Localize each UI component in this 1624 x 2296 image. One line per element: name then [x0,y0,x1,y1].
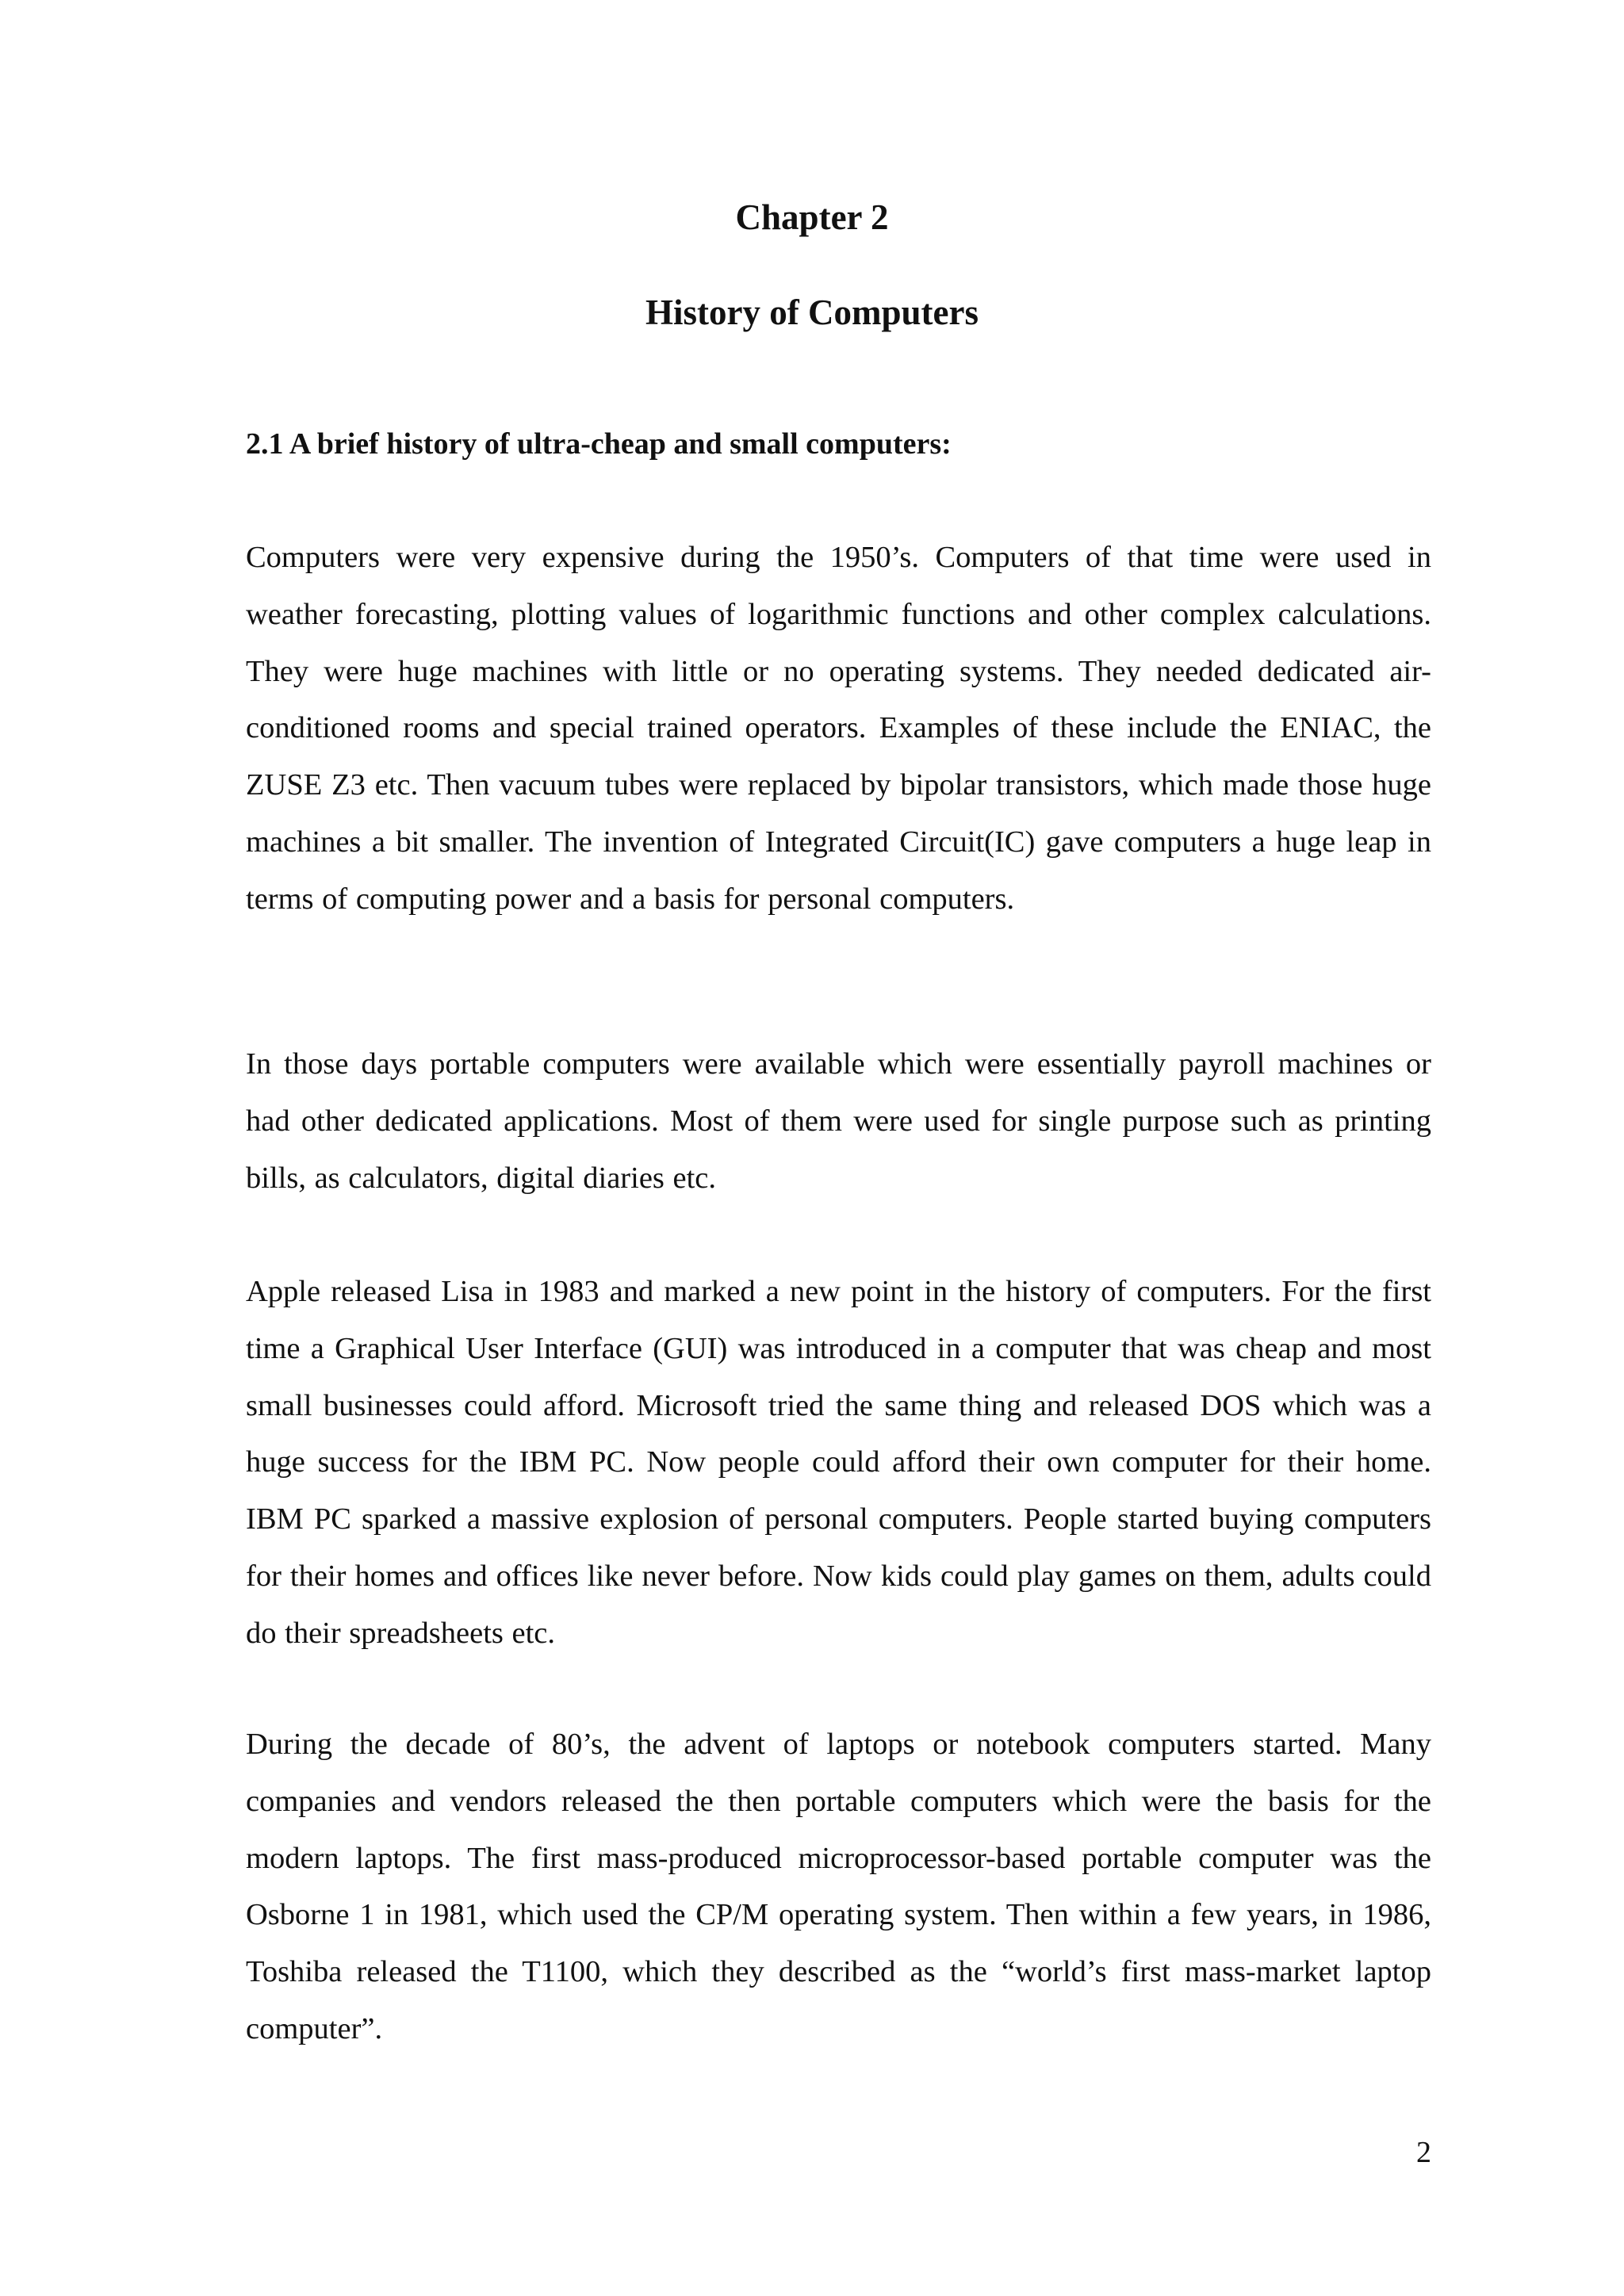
body-paragraph: In those days portable computers were available which were essentially payroll machines or had other dedicated applications. Most of them were used for single purpose such as printing bills, as calculators, digital diaries etc. [246,1047,1431,1195]
section-heading: 2.1 A brief history of ultra-cheap and small computers: [246,427,952,461]
chapter-number: Chapter 2 [735,197,889,237]
body-paragraph: Computers were very expensive during the 1950’s. Computers of that time were used in weather forecasting, plotting values of logarithmic functions and other complex calculations. They were huge machines with little or no operating systems. They needed dedicated air-conditioned rooms and special trained operators. Examples of these include the ENIAC, the ZUSE Z3 etc. Then vacuum tubes were replaced by bipolar transistors, which made those huge machines a bit smaller. The invention of Integrated Circuit(IC) gave computers a huge leap in terms of computing power and a basis for personal computers. [246,541,1431,916]
body-paragraph: During the decade of 80’s, the advent of laptops or notebook computers started. Many companies and vendors released the then portable computers which were the basis for the modern laptops. The first mass-produced microprocessor-based portable computer was the Osborne 1 in 1981, which used the CP/M operating system. Then within a few years, in 1986, Toshiba released the T1100, which they described as the “world’s first mass-market laptop computer”. [246,1728,1431,2045]
body-paragraph: Apple released Lisa in 1983 and marked a new point in the history of computers. For the first time a Graphical User Interface (GUI) was introduced in a computer that was cheap and most small businesses could afford. Microsoft tried the same thing and released DOS which was a huge success for the IBM PC. Now people could afford their own computer for their home. IBM PC sparked a massive explosion of personal computers. People started buying computers for their homes and offices like never before. Now kids could play games on them, adults could do their spreadsheets etc. [246,1275,1431,1650]
page-number: 2 [1416,2136,1431,2169]
chapter-title: History of Computers [645,293,979,332]
